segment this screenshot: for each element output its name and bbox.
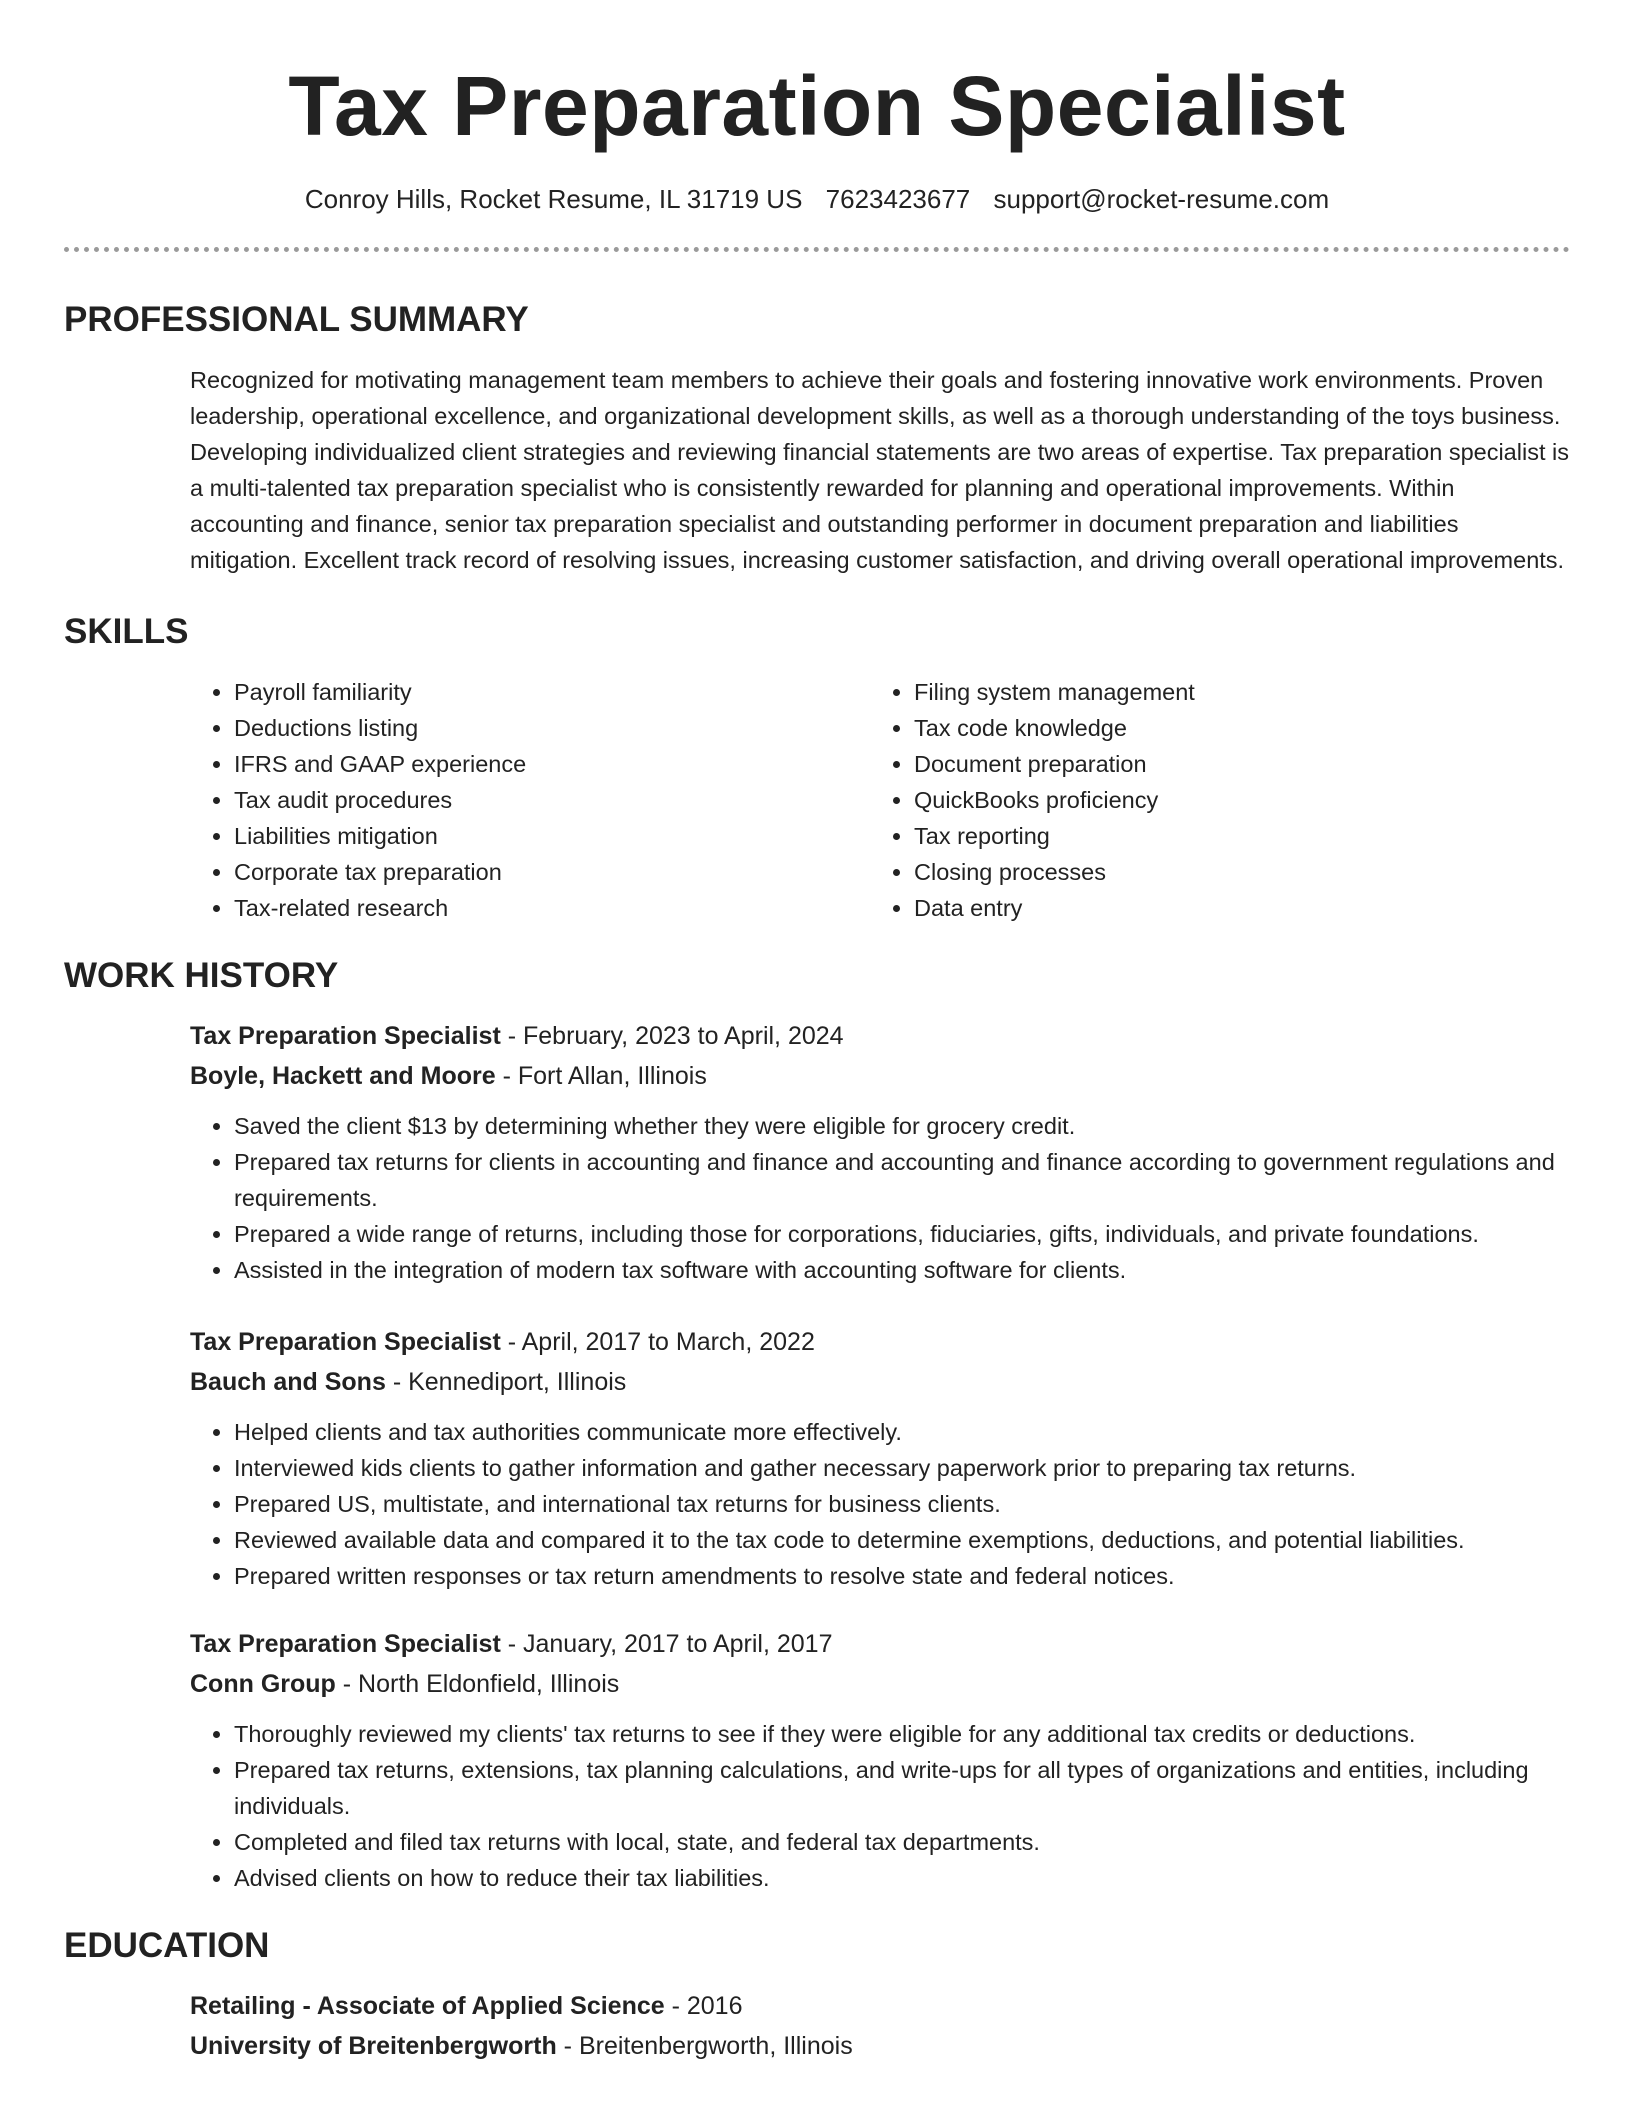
job-role: Tax Preparation Specialist	[190, 1328, 501, 1356]
job-bullet: • Prepared tax returns for clients in accounting and finance and accounting and finance according to government regulations and requirements.	[234, 1144, 1570, 1216]
education-entry	[190, 1986, 1570, 2066]
skill-item: • Filing system management	[914, 674, 1195, 710]
education-degree-line	[190, 1986, 1570, 2026]
job-role: Tax Preparation Specialist	[190, 1630, 501, 1658]
job-location: - North Eldonfield, Illinois	[335, 1670, 620, 1698]
job-bullets	[190, 1716, 1570, 1896]
education-degree: Retailing - Associate of Applied Science	[190, 1992, 665, 2020]
section-title-work-history: WORK HISTORY	[64, 956, 339, 995]
job-entry	[190, 1624, 1570, 1896]
skill-item: • Tax code knowledge	[914, 710, 1195, 746]
job-bullet: • Helped clients and tax authorities communicate more effectively.	[234, 1414, 1570, 1450]
job-title-line	[190, 1016, 1570, 1056]
job-bullet: • Reviewed available data and compared it to the tax code to determine exemptions, deductions, and potential liabilities.	[234, 1522, 1570, 1558]
education-location: - Breitenbergworth, Illinois	[556, 2032, 853, 2060]
skill-item: • Payroll familiarity	[234, 674, 870, 710]
job-bullet: • Interviewed kids clients to gather information and gather necessary paperwork prior to preparing tax returns.	[234, 1450, 1570, 1486]
job-entry	[190, 1016, 1570, 1288]
education-year: - 2016	[664, 1992, 743, 2020]
job-dates: - February, 2023 to April, 2024	[500, 1022, 844, 1050]
skill-item: • Closing processes	[914, 854, 1195, 890]
summary-text: Recognized for motivating management team members to achieve their goals and fostering innovative work environments. Proven leadership, operational excellence, and organizational development skills, as well as a thorough understanding of the toys business. Developing individualized client strategies and reviewing financial statements are two areas of expertise. Tax preparation specialist is a multi-talented tax preparation specialist who is consistently rewarded for planning and operational improvements. Within accounting and finance, senior tax preparation specialist and outstanding performer in document preparation and liabilities mitigation. Excellent track record of resolving issues, increasing customer satisfaction, and driving overall operational improvements.	[190, 367, 1569, 573]
skill-item: • QuickBooks proficiency	[914, 782, 1195, 818]
job-bullet: • Thoroughly reviewed my clients' tax returns to see if they were eligible for any additional tax credits or deductions.	[234, 1716, 1570, 1752]
contact-address: Conroy Hills, Rocket Resume, IL 31719 US	[304, 184, 803, 214]
skill-item: • Corporate tax preparation	[234, 854, 870, 890]
job-bullet: • Completed and filed tax returns with local, state, and federal tax departments.	[234, 1824, 1570, 1860]
skill-item: • Tax reporting	[914, 818, 1195, 854]
job-bullet: • Prepared US, multistate, and international tax returns for business clients.	[234, 1486, 1570, 1522]
job-bullet: • Assisted in the integration of modern tax software with accounting software for clients.	[234, 1252, 1570, 1288]
job-dates: - January, 2017 to April, 2017	[500, 1630, 833, 1658]
candidate-name: Tax Preparation Specialist	[288, 59, 1346, 153]
job-company: Bauch and Sons	[190, 1368, 386, 1396]
skill-item: • Deductions listing	[234, 710, 870, 746]
skills-column-1	[190, 674, 870, 926]
job-bullet: • Saved the client $13 by determining whether they were eligible for grocery credit.	[234, 1108, 1570, 1144]
job-bullet: • Prepared a wide range of returns, including those for corporations, fiduciaries, gifts, individuals, and private foundations.	[234, 1216, 1570, 1252]
job-company: Boyle, Hackett and Moore	[190, 1062, 496, 1090]
job-company-line	[190, 1056, 1570, 1096]
skill-item: • Document preparation	[914, 746, 1195, 782]
job-company-line	[190, 1362, 1570, 1402]
resume-page	[64, 0, 1570, 2066]
job-location: - Fort Allan, Illinois	[495, 1062, 707, 1090]
job-bullet: • Advised clients on how to reduce their tax liabilities.	[234, 1860, 1570, 1896]
job-bullets	[190, 1414, 1570, 1594]
job-title-line	[190, 1624, 1570, 1664]
skill-item: • Liabilities mitigation	[234, 818, 870, 854]
skills-list	[190, 674, 1570, 926]
job-role: Tax Preparation Specialist	[190, 1022, 501, 1050]
job-bullet: • Prepared tax returns, extensions, tax planning calculations, and write-ups for all types of organizations and entities, including individuals.	[234, 1752, 1570, 1824]
job-bullets	[190, 1108, 1570, 1288]
section-title-skills: SKILLS	[64, 612, 189, 651]
contact-email: support@rocket-resume.com	[993, 184, 1330, 214]
skill-item: • IFRS and GAAP experience	[234, 746, 870, 782]
skills-column-2	[870, 674, 1195, 926]
section-title-education: EDUCATION	[64, 1926, 270, 1965]
skill-item: • Tax audit procedures	[234, 782, 870, 818]
job-location: - Kennediport, Illinois	[385, 1368, 627, 1396]
job-title-line	[190, 1322, 1570, 1362]
header-divider	[64, 247, 1570, 252]
job-bullet: • Prepared written responses or tax return amendments to resolve state and federal notices.	[234, 1558, 1570, 1594]
job-company-line	[190, 1664, 1570, 1704]
contact-line	[64, 181, 1570, 217]
education-school: University of Breitenbergworth	[190, 2032, 557, 2060]
section-title-summary: PROFESSIONAL SUMMARY	[64, 300, 529, 339]
contact-phone: 7623423677	[825, 184, 971, 214]
job-company: Conn Group	[190, 1670, 336, 1698]
education-school-line	[190, 2026, 1570, 2066]
skill-item: • Tax-related research	[234, 890, 870, 926]
job-entry	[190, 1322, 1570, 1594]
skill-item: • Data entry	[914, 890, 1195, 926]
job-dates: - April, 2017 to March, 2022	[500, 1328, 815, 1356]
